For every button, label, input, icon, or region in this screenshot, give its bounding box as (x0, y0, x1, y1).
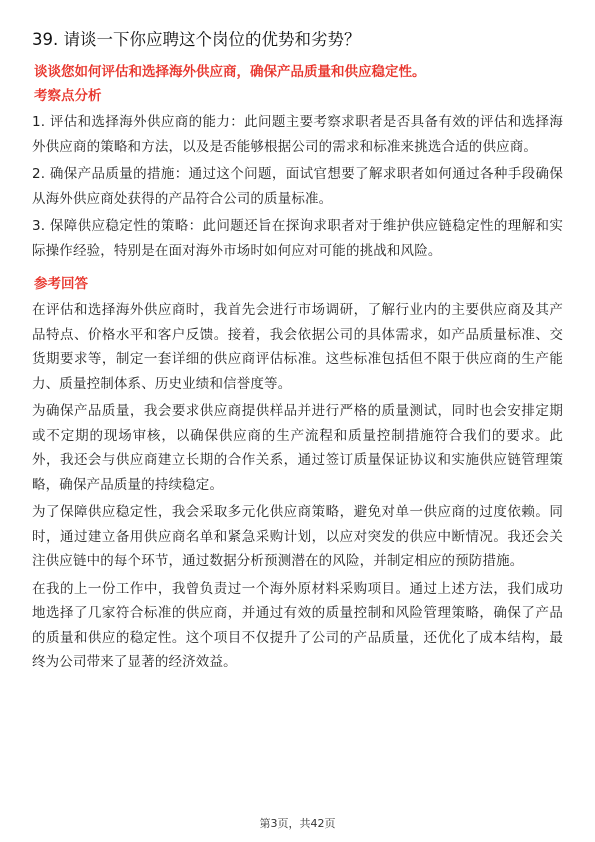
analysis-item-2: 2. 确保产品质量的措施：通过这个问题，面试官想要了解求职者如何通过各种手段确保从海外供应商处获得的产品符合公司的质量标准。 (32, 166, 563, 207)
analysis-heading: 考察点分析 (34, 88, 102, 104)
analysis-item-1: 1. 评估和选择海外供应商的能力：此问题主要考察求职者是否具备有效的评估和选择海外供应商的策略和方法，以及是否能够根据公司的需求和标准来挑选合适的供应商。 (32, 114, 563, 155)
answer-paragraph-1: 在评估和选择海外供应商时，我首先会进行市场调研，了解行业内的主要供应商及其产品特点、价格水平和客户反馈。接着，我会依据公司的具体需求，如产品质量标准、交货期要求等，制定一套详细的供应商评估标准。这些标准包括但不限于供应商的生产能力、质量控制体系、历史业绩和信誉度等。 (32, 302, 563, 392)
answer-heading: 参考回答 (34, 276, 88, 292)
page-number: 第3页，共42页 (259, 817, 336, 830)
section-gap (32, 266, 563, 274)
answer-paragraph-3: 为了保障供应稳定性，我会采取多元化供应商策略，避免对单一供应商的过度依赖。同时，通过建立备用供应商名单和紧急采购计划，以应对突发的供应中断情况。我还会关注供应链中的每个环节，通过数据分析预测潜在的风险，并制定相应的预防措施。 (32, 504, 563, 569)
document-page (32, 28, 563, 678)
question-subtitle: 谈谈您如何评估和选择海外供应商，确保产品质量和供应稳定性。 (34, 64, 426, 80)
analysis-item-3: 3. 保障供应稳定性的策略：此问题还旨在探询求职者对于维护供应链稳定性的理解和实际操作经验，特别是在面对海外市场时如何应对可能的挑战和风险。 (32, 218, 563, 259)
question-title: 39. 请谈一下你应聘这个岗位的优势和劣势？ (32, 30, 361, 49)
answer-paragraph-4: 在我的上一份工作中，我曾负责过一个海外原材料采购项目。通过上述方法，我们成功地选择了几家符合标准的供应商，并通过有效的质量控制和风险管理策略，确保了产品的质量和供应的稳定性。这个项目不仅提升了公司的产品质量，还优化了成本结构，最终为公司带来了显著的经济效益。 (32, 580, 563, 670)
answer-paragraph-2: 为确保产品质量，我会要求供应商提供样品并进行严格的质量测试，同时也会安排定期或不定期的现场审核，以确保供应商的生产流程和质量控制措施符合我们的要求。此外，我还会与供应商建立长期的合作关系，通过签订质量保证协议和实施供应链管理策略，确保产品质量的持续稳定。 (32, 403, 563, 493)
